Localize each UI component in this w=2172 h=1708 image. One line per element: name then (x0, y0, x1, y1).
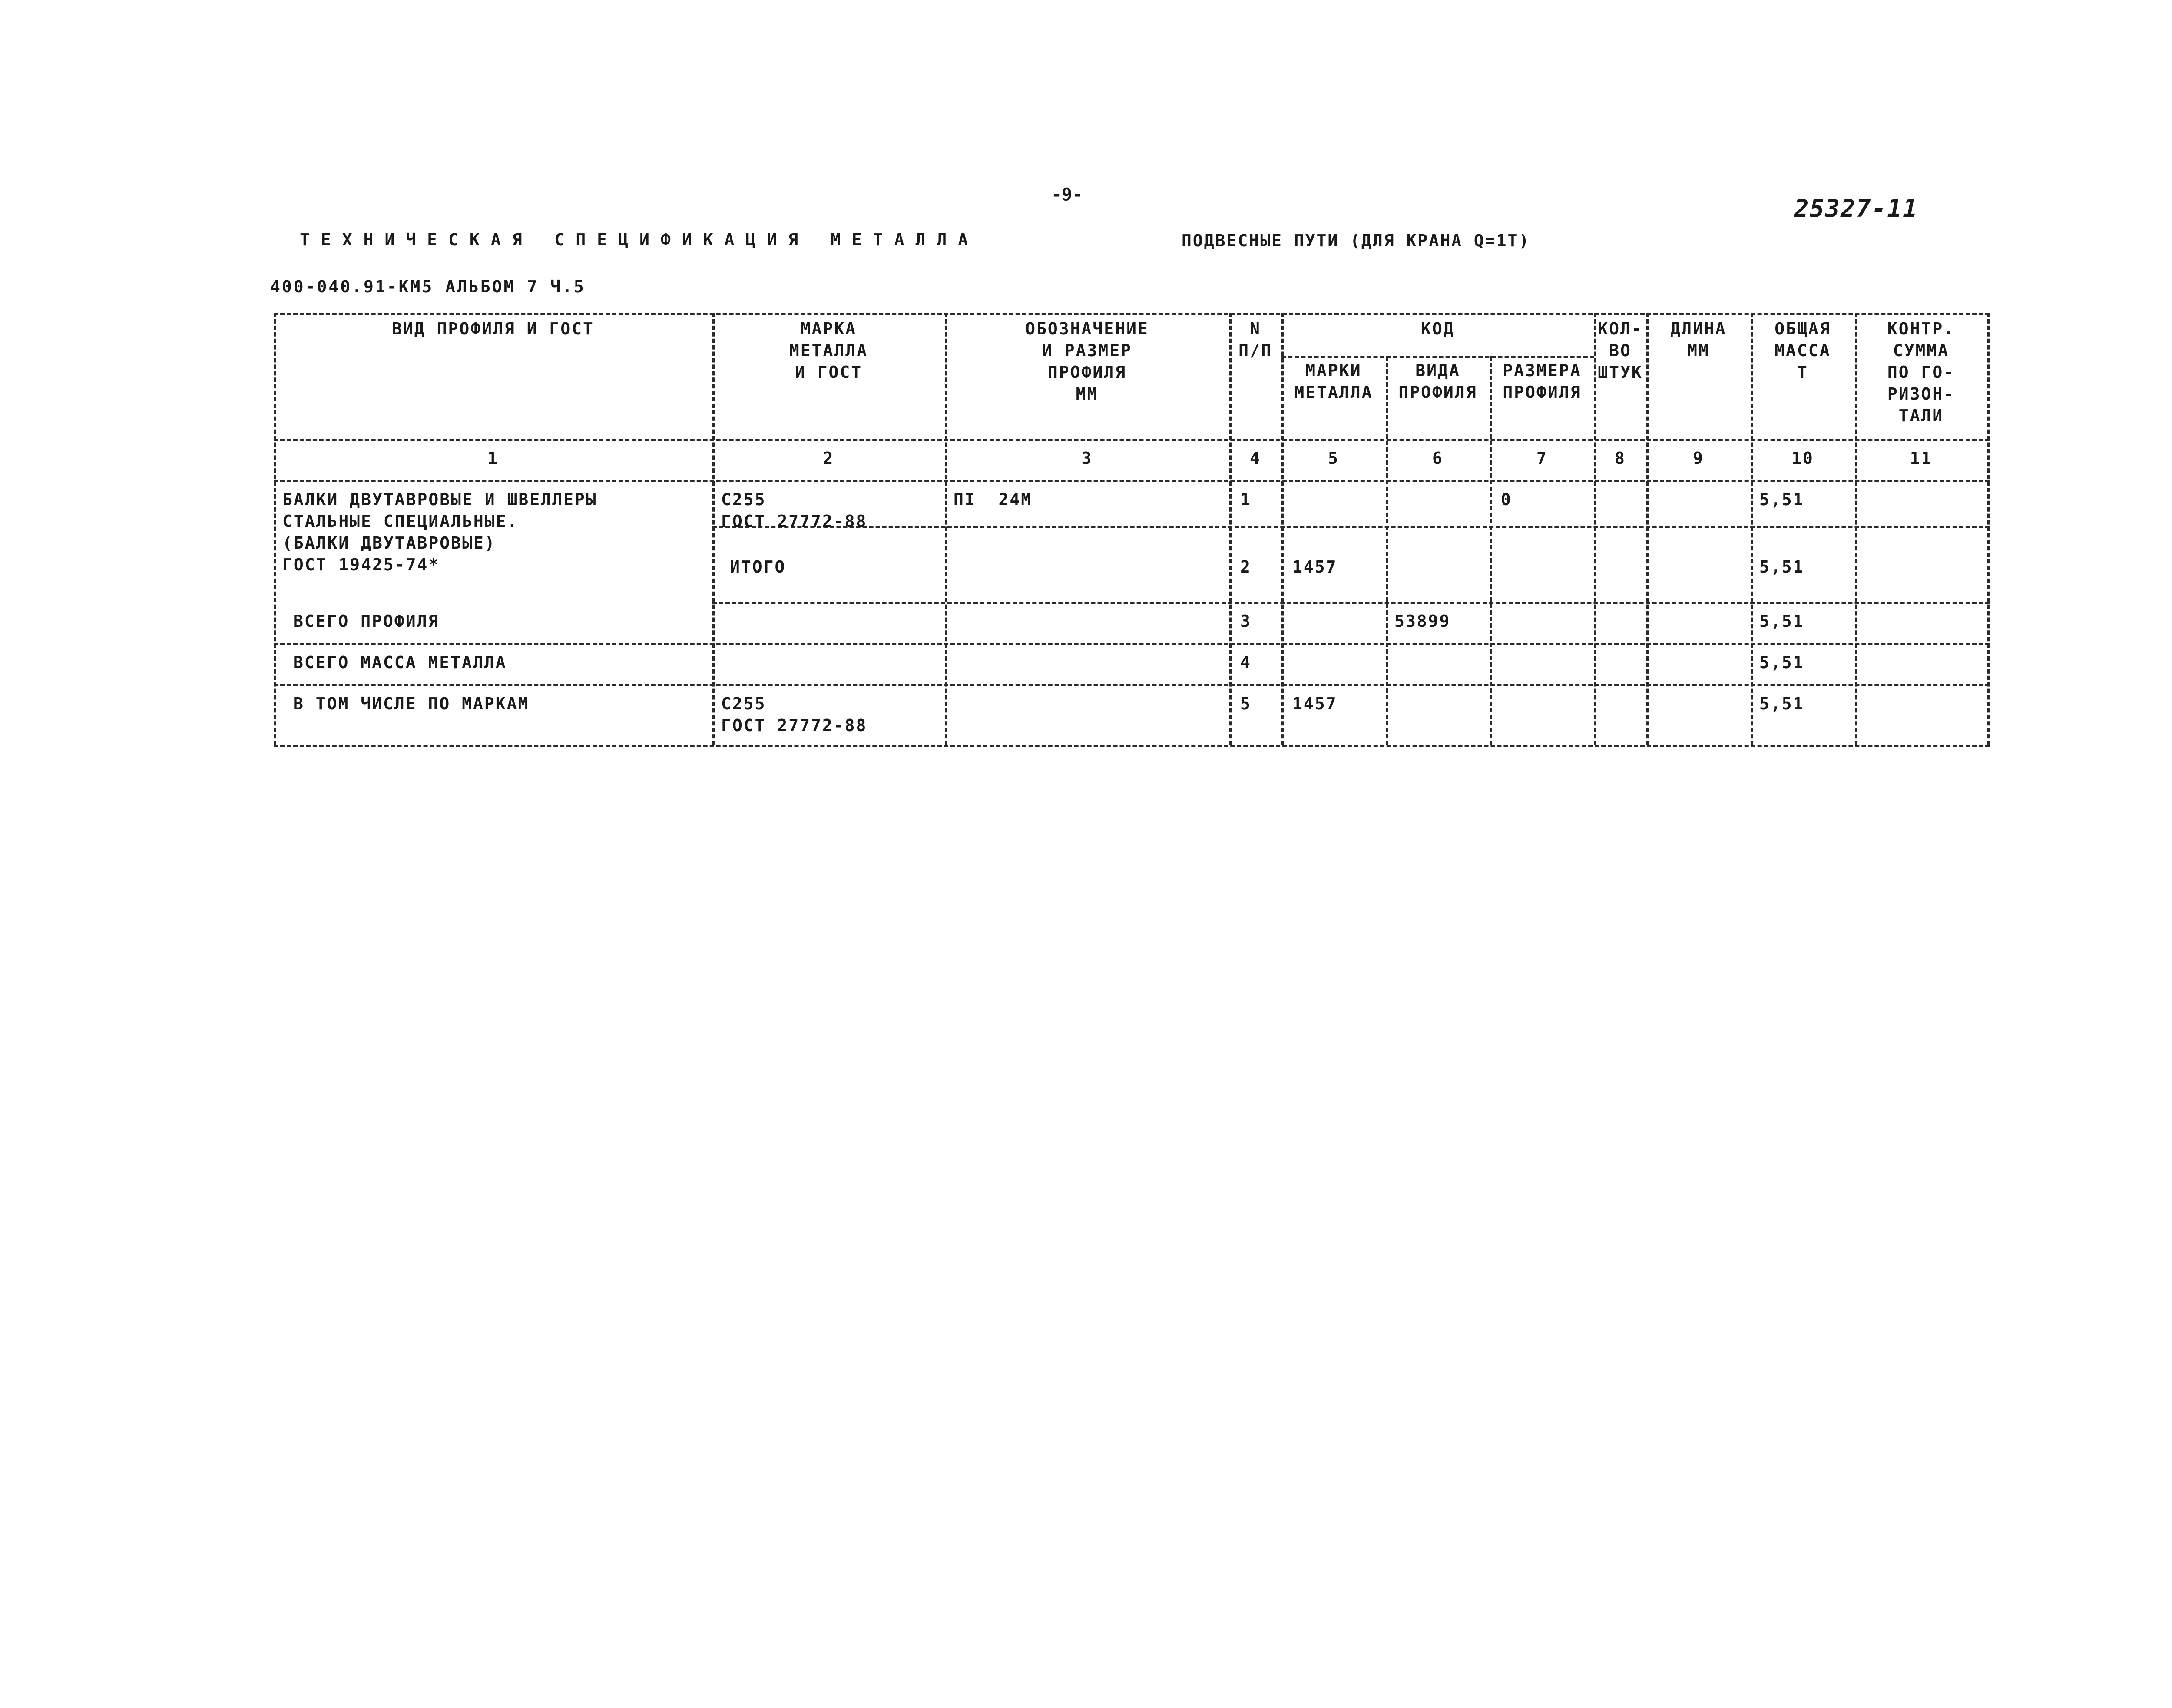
column-number: 5 (1328, 449, 1339, 468)
column-number: 6 (1432, 449, 1444, 468)
table-border-top (274, 313, 1990, 315)
column-number: 10 (1791, 449, 1814, 468)
header-total-mass: ОБЩАЯ МАССА Т (1775, 319, 1831, 382)
table-border-right (1987, 313, 1990, 745)
column-number: 7 (1536, 449, 1548, 468)
column-number: 1 (487, 449, 499, 468)
column-number: 2 (823, 449, 834, 468)
header-profile-code: ВИДА ПРОФИЛЯ (1398, 361, 1477, 402)
row-designation: ПI 24М (954, 490, 1033, 509)
row-steel-code: 1457 (1292, 557, 1338, 576)
page-number: -9- (1051, 185, 1083, 205)
column-numbers-rule (274, 480, 1990, 482)
row-steel-code: 1457 (1292, 694, 1338, 713)
row-mass: 5,51 (1759, 694, 1804, 713)
column-number: 9 (1693, 449, 1704, 468)
row-mass: 5,51 (1759, 490, 1804, 509)
row2-rule (712, 602, 1990, 604)
column-number: 11 (1910, 449, 1933, 468)
table-border-bottom (274, 745, 1990, 747)
column-number: 4 (1250, 449, 1261, 468)
row-steel: С255 ГОСТ 27772-88 (721, 694, 867, 735)
header-quantity: КОЛ- ВО ШТУК (1598, 319, 1643, 382)
document-id: 25327-11 (1794, 195, 1918, 223)
column-number: 3 (1081, 449, 1093, 468)
col-divider-3 (1229, 313, 1232, 745)
header-steel-grade: МАРКА МЕТАЛЛА И ГОСТ (789, 319, 868, 382)
header-length: ДЛИНА ММ (1670, 319, 1727, 360)
row1-inner-rule (712, 526, 1990, 528)
page-subtitle: ПОДВЕСНЫЕ ПУТИ (ДЛЯ КРАНА Q=1Т) (1182, 231, 1530, 250)
col-divider-6 (1490, 356, 1492, 745)
row4-rule (274, 684, 1990, 686)
code-group-rule (1281, 356, 1594, 358)
column-number: 8 (1615, 449, 1626, 468)
row-mass: 5,51 (1759, 653, 1804, 672)
row-steel: С255 ГОСТ 27772-88 (721, 490, 867, 531)
row-mass: 5,51 (1759, 557, 1804, 576)
header-code-group: КОД (1421, 319, 1455, 338)
row-size-code: 0 (1501, 490, 1512, 509)
header-check-sum: КОНТР. СУММА ПО ГО- РИЗОН- ТАЛИ (1887, 319, 1955, 425)
row-profile: БАЛКИ ДВУТАВРОВЫЕ И ШВЕЛЛЕРЫ СТАЛЬНЫЕ СПЕЦИАЛЬНЫЕ. (БАЛКИ ДВУТАВРОВЫЕ) ГОСТ 19425-74* (282, 490, 597, 574)
row-profile-code: 53899 (1394, 612, 1451, 631)
header-item-number: N П/П (1238, 319, 1272, 360)
header-designation: ОБОЗНАЧЕНИЕ И РАЗМЕР ПРОФИЛЯ ММ (1025, 319, 1149, 404)
row-profile: ВСЕГО ПРОФИЛЯ (293, 612, 440, 631)
table-border-left (274, 313, 276, 745)
row-number: 3 (1240, 612, 1252, 631)
header-profile-type: ВИД ПРОФИЛЯ И ГОСТ (392, 319, 594, 338)
specification-table (274, 313, 1990, 745)
row3-rule (274, 643, 1990, 645)
header-size-code: РАЗМЕРА ПРОФИЛЯ (1503, 361, 1582, 402)
row-number: 1 (1240, 490, 1252, 509)
row-profile: ВСЕГО МАССА МЕТАЛЛА (293, 653, 507, 672)
header-steel-code: МАРКИ МЕТАЛЛА (1294, 361, 1373, 402)
col-divider-5 (1386, 356, 1388, 745)
header-bottom-rule (274, 439, 1990, 441)
row-steel: ИТОГО (730, 557, 786, 576)
row-profile: В ТОМ ЧИСЛЕ ПО МАРКАМ (293, 694, 530, 713)
row-number: 2 (1240, 557, 1252, 576)
row-mass: 5,51 (1759, 612, 1804, 631)
row-number: 5 (1240, 694, 1252, 713)
page-title: ТЕХНИЧЕСКАЯ СПЕЦИФИКАЦИЯ МЕТАЛЛА (300, 230, 980, 249)
col-divider-8 (1646, 313, 1649, 745)
album-reference: 400-040.91-КМ5 АЛЬБОМ 7 Ч.5 (270, 277, 586, 296)
row-number: 4 (1240, 653, 1252, 672)
